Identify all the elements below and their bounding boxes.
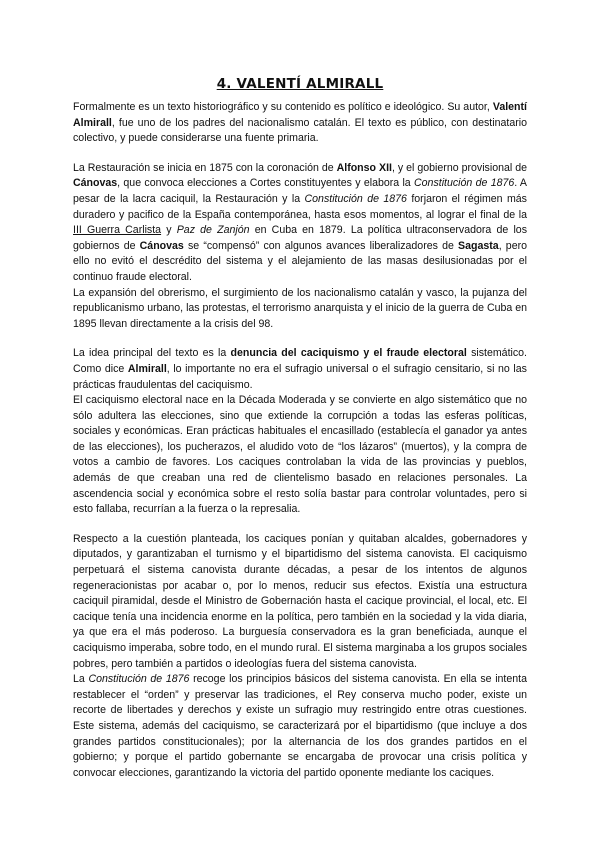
paragraph-restauracion	[73, 161, 527, 286]
italic-term: Constitución de 1876	[304, 192, 407, 205]
document-title: 4. VALENTÍ ALMIRALL	[216, 76, 384, 92]
paragraph-constitucion	[73, 672, 527, 781]
bold-term: Cánovas	[139, 239, 184, 252]
underlined-term: III Guerra Carlista	[73, 224, 162, 237]
text-run: , fue uno de los padres del nacionalismo catalán. El texto es público, con destinatario colectivo, y puede considerarse una fuente primaria.	[73, 116, 527, 145]
text-run: La	[73, 673, 89, 686]
text-run: sistemático. Como dice	[73, 347, 528, 375]
text-run: forjaron el régimen más duradero y pacifico de la España contemporánea, hasta esos momentos, al lograr el final de la	[73, 192, 527, 221]
italic-term: Paz de Zanjón	[176, 224, 250, 237]
bold-term: Sagasta	[458, 239, 499, 252]
bold-term: Cánovas	[73, 177, 118, 190]
paragraph-gap	[73, 518, 527, 532]
text-run: recoge los principios básicos del sistema canovista. En ella se intenta restablecer el “orden” y preservar las tradiciones, el Rey conserva mucho poder, existe un recorte de libertades y derechos y existe un sufragio muy restringido entre otras cuestiones. Este sistema, además del caciquismo, se caracterizará por el bipartidismo (que incluye a dos grandes partidos constitucionales); por la alternancia de los dos grandes partidos en el gobierno; y porque el partido gobernante se encargaba de provocar una crisis política y convocar elecciones, garantizando la victoria del partido oponente mediante los caciques.	[73, 673, 527, 779]
text-run: , que convoca elecciones a Cortes constituyentes y elabora la	[117, 177, 415, 190]
text-run: en Cuba en 1879. La política ultraconservadora de los gobiernos de	[73, 224, 527, 252]
paragraph-gap	[73, 332, 527, 346]
paragraph-caciquismo: El caciquismo electoral nace en la Década Moderada y se convierte en algo sistemático que no sólo adultera las elecciones, sino que extiende la corrupción a todas las esferas políticas, sociales y económicas. Eran prácticas habituales el encasillado (establecía el ganador ya antes de las elecciones), los pucherazos, el aludido voto de “los lázaros” (muertos), y la compra de votos a cambio de favores. Los caciques controlaban la vida de las provincias y pueblos, además de que creaban una red de clientelismo basado en relaciones personales. La ascendencia social y económica sobre el resto solía bastar para controlar voluntades, pero si esto fallaba, recurrían a la fuerza o la represalia.	[73, 394, 527, 516]
text-run: , y el gobierno provisional de	[391, 161, 527, 174]
paragraph-gap	[73, 147, 527, 161]
text-run: . A pesar de la lacra caciquil, la Restauración y la	[73, 177, 527, 205]
text-run: La idea principal del texto es la	[73, 347, 231, 360]
text-run: y	[161, 224, 177, 237]
italic-term: Constitución de 1876	[88, 673, 190, 686]
paragraph-introduction	[73, 100, 527, 147]
author-name: Valentí Almirall	[73, 101, 527, 129]
text-run: , pero ello no evitó el descrédito del sistema y el alejamiento de las masas desilusionadas por el continuo fraude electoral.	[73, 239, 528, 283]
paragraph-cuestion: Respecto a la cuestión planteada, los caciques ponían y quitaban alcaldes, gobernadores y diputados, y garantizaban el turnismo y el bipartidismo del sistema canovista. El caciquismo perpetuará el sistema canovista durante décadas, a pesar de los intentos de algunos regeneracionistas por acabar o, por lo menos, reducir sus efectos. Existía una estructura caciquil piramidal, desde el Ministro de Gobernación hasta el cacique provincial, el local, etc. El cacique tenía una incidencia enorme en la política, pero también en la sociedad y la vida diaria, ya que era el más poderoso. La burguesía conservadora es la gran beneficiada, aunque el caciquismo imperaba, sobre todo, en el mundo rural. El sistema marginaba a los grupos sociales pobres, pero también a partidos o ideologías fuera del sistema canovista.	[73, 532, 527, 670]
text-run: Formalmente es un texto historiográfico y su contenido es político e ideológico. Su autor,	[73, 101, 493, 113]
bold-term: Almirall	[127, 362, 167, 375]
text-run: La Restauración se inicia en 1875 con la coronación de	[73, 161, 337, 174]
paragraph-expansion: La expansión del obrerismo, el surgimiento de los nacionalismo catalán y vasco, la pujanza del republicanismo urbano, las protestas, el terrorismo anarquista y el inicio de la guerra de Cuba en 1895 llevan directamente a la crisis del 98.	[73, 286, 528, 330]
bold-term: denuncia del caciquismo y el fraude electoral	[230, 347, 467, 360]
italic-term: Constitución de 1876	[414, 177, 515, 190]
paragraph-main-idea	[73, 346, 527, 393]
document-body	[73, 100, 527, 781]
bold-term: Alfonso XII	[336, 161, 392, 174]
text-run: , lo importante no era el sufragio universal o el sufragio censitario, si no las prácticas fraudulentas del caciquismo.	[73, 362, 527, 391]
text-run: se “compensó” con algunos avances liberalizadores de	[183, 239, 459, 252]
